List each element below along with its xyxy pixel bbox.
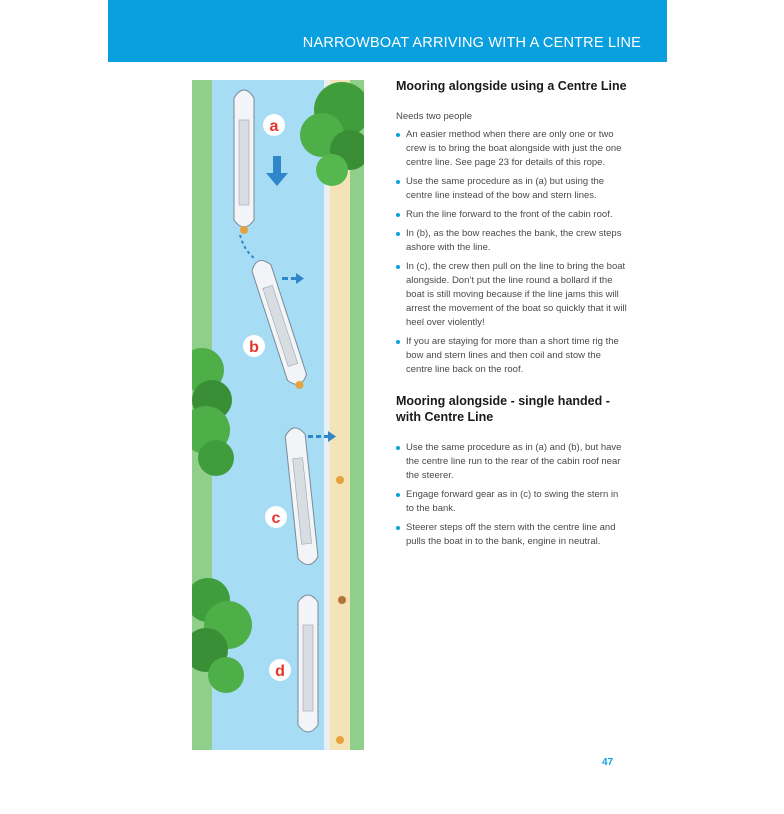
section-single-handed <box>396 393 628 549</box>
bullet-icon <box>396 180 400 184</box>
bullet-icon <box>396 526 400 530</box>
list-item: Use the same procedure as in (a) and (b), but have the centre line run to the rear of the cabin roof near the steerer. <box>396 441 628 483</box>
list-item: Run the line forward to the front of the cabin roof. <box>396 208 628 222</box>
crew-figure <box>336 476 344 484</box>
svg-text:c: c <box>271 510 281 527</box>
page-number: 47 <box>602 757 614 768</box>
crew-figure <box>336 736 344 744</box>
bullet-icon <box>396 213 400 217</box>
page-title: NARROWBOAT ARRIVING WITH A CENTRE LINE <box>302 35 641 51</box>
bullet-list-single-handed <box>396 441 628 549</box>
bullet-list-centre-line <box>396 128 628 377</box>
svg-text:a: a <box>269 118 279 135</box>
list-item: Engage forward gear as in (c) to swing the stern in to the bank. <box>396 488 628 516</box>
label-d <box>269 659 291 681</box>
list-item: In (b), as the bow reaches the bank, the crew steps ashore with the line. <box>396 227 628 255</box>
bullet-icon <box>396 265 400 269</box>
narrowboat-illustration <box>192 80 364 750</box>
right-grass <box>350 80 364 750</box>
svg-text:b: b <box>249 339 259 356</box>
intro-text: Needs two people <box>396 111 473 122</box>
svg-text:d: d <box>275 663 285 680</box>
label-a <box>263 114 285 136</box>
label-b <box>243 335 265 357</box>
bullet-icon <box>396 133 400 137</box>
crew-figure <box>338 596 346 604</box>
list-item: Use the same procedure as in (a) but using the centre line instead of the bow and stern lines. <box>396 175 628 203</box>
section-heading-single-handed: Mooring alongside - single handed - with Centre Line <box>396 394 610 424</box>
bullet-icon <box>396 232 400 236</box>
label-c <box>265 506 287 528</box>
bullet-icon <box>396 446 400 450</box>
bullet-icon <box>396 340 400 344</box>
list-item: Steerer steps off the stern with the centre line and pulls the boat in to the bank, engine in neutral. <box>396 521 628 549</box>
list-item: If you are staying for more than a short time rig the bow and stern lines and then coil and stow the centre line back on the roof. <box>396 335 628 377</box>
text-column <box>396 78 628 554</box>
section-heading-centre-line: Mooring alongside using a Centre Line <box>396 79 627 93</box>
list-item: An easier method when there are only one or two crew is to bring the boat alongside with just the one centre line. See page 23 for details of this rope. <box>396 128 628 170</box>
boat-a <box>234 90 254 234</box>
header-bar <box>108 0 667 62</box>
boat-d <box>298 595 318 732</box>
bullet-icon <box>396 493 400 497</box>
list-item: In (c), the crew then pull on the line to bring the boat alongside. Don’t put the line round a bollard if the boat is still moving because if the line jams this will arrest the movement of the boat so quickly that it will heel over violently! <box>396 260 628 330</box>
